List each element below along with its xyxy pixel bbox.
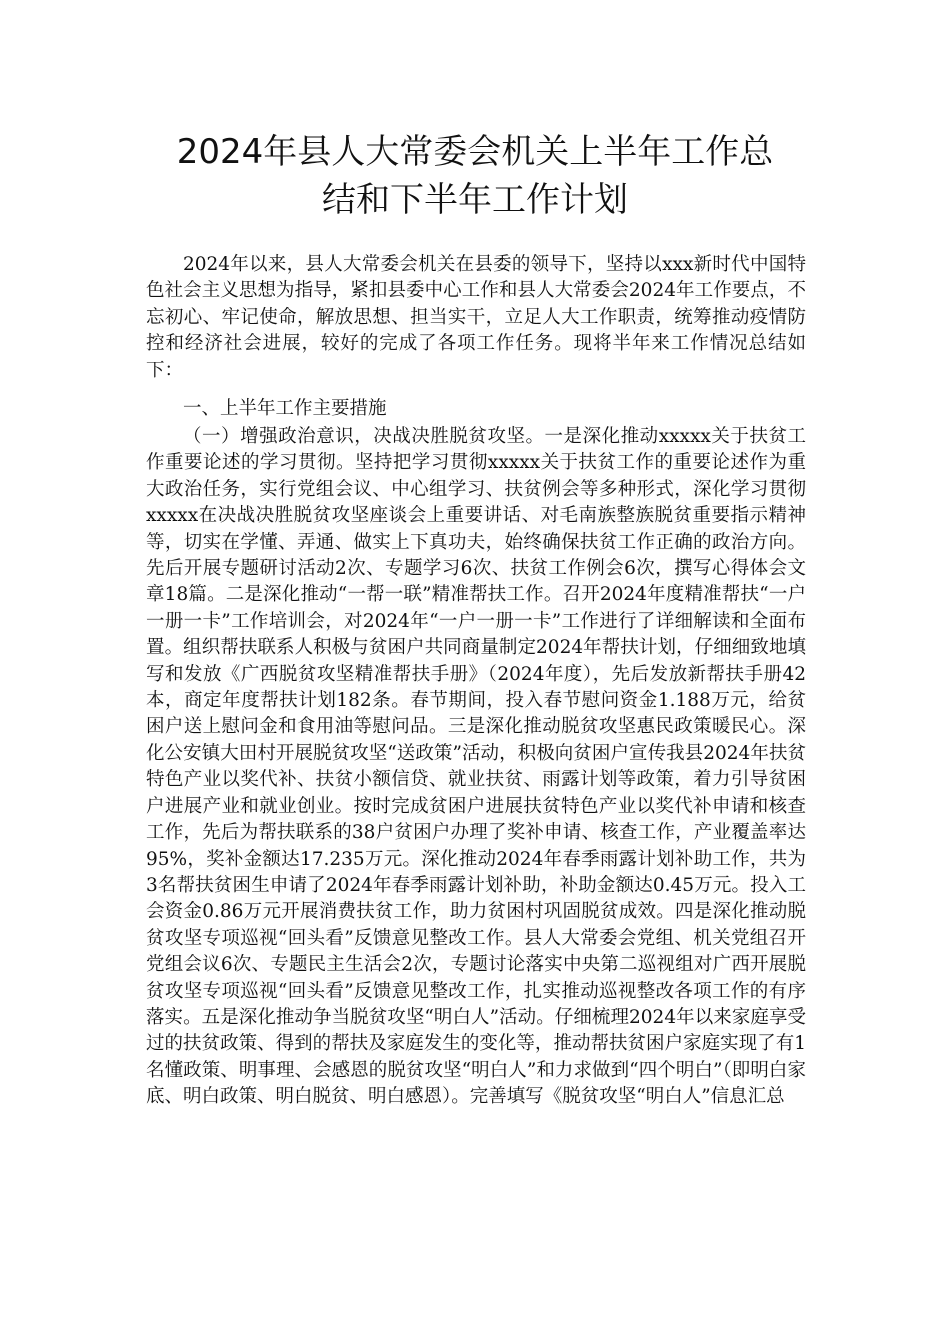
section-heading: 一、上半年工作主要措施 [183,398,387,419]
intro-paragraph: 2024年以来，县人大常委会机关在县委的领导下，坚持以xxx新时代中国特色社会主义思想为指导，紧扣县委中心工作和县人大常委会2024年工作要点，不忘初心、牢记使命，解放思想、担当实干，立足人大工作职责，统筹推动疫情防控和经济社会进展，较好的完成了各项工作任务。现将半年来工作情况总结如下： [146,254,806,381]
section-paragraph: （一）增强政治意识，决战决胜脱贫攻坚。一是深化推动xxxxx关于扶贫工作重要论述的学习贯彻。坚持把学习贯彻xxxxx关于扶贫工作的重要论述作为重大政治任务，实行党组会议、中心组学习、扶贫例会等多种形式，深化学习贯彻xxxxx在决战决胜脱贫攻坚座谈会上重要讲话、对毛南族整族脱贫重要指示精神等，切实在学懂、弄通、做实上下真功夫，始终确保扶贫工作正确的政治方向。先后开展专题研讨活动2次、专题学习6次、扶贫工作例会6次，撰写心得体会文章18篇。二是深化推动“一帮一联”精准帮扶工作。召开2024年度精准帮扶“一户一册一卡”工作培训会，对2024年“一户一册一卡”工作进行了详细解读和全面布置。组织帮扶联系人积极与贫困户共同商量制定2024年帮扶计划，仔细细致地填写和发放《广西脱贫攻坚精准帮扶手册》（2024年度），先后发放新帮扶手册42本，商定年度帮扶计划182条。春节期间，投入春节慰问资金1.188万元，给贫困户送上慰问金和食用油等慰问品。三是深化推动脱贫攻坚惠民政策暖民心。深化公安镇大田村开展脱贫攻坚“送政策”活动，积极向贫困户宣传我县2024年扶贫特色产业以奖代补、扶贫小额信贷、就业扶贫、雨露计划等政策，着力引导贫困户进展产业和就业创业。按时完成贫困户进展扶贫特色产业以奖代补申请和核查工作，先后为帮扶联系的38户贫困户办理了奖补申请、核查工作，产业覆盖率达95%，奖补金额达17.235万元。深化推动2024年春季雨露计划补助工作，共为3名帮扶贫困生申请了2024年春季雨露计划补助，补助金额达0.45万元。投入工会资金0.86万元开展消费扶贫工作，助力贫困村巩固脱贫成效。四是深化推动脱贫攻坚专项巡视“回头看”反馈意见整改工作。县人大常委会党组、机关党组召开党组会议6次、专题民主生活会2次，专题讨论落实中央第二巡视组对广西开展脱贫攻坚专项巡视“回头看”反馈意见整改工作，扎实推动巡视整改各项工作的有序落实。五是深化推动争当脱贫攻坚“明白人”活动。仔细梳理2024年以来家庭享受过的扶贫政策、得到的帮扶及家庭发生的变化等，推动帮扶贫困户家庭实现了有1名懂政策、明事理、会感恩的脱贫攻坚“明白人”和力求做到“四个明白”（即明白家底、明白政策、明白脱贫、明白感恩）。完善填写《脱贫攻坚“明白人”信息汇总 [146,426,806,1108]
document-title-line-1: 2024年县人大常委会机关上半年工作总 [176,132,774,172]
document-title-line-2: 结和下半年工作计划 [322,180,628,220]
